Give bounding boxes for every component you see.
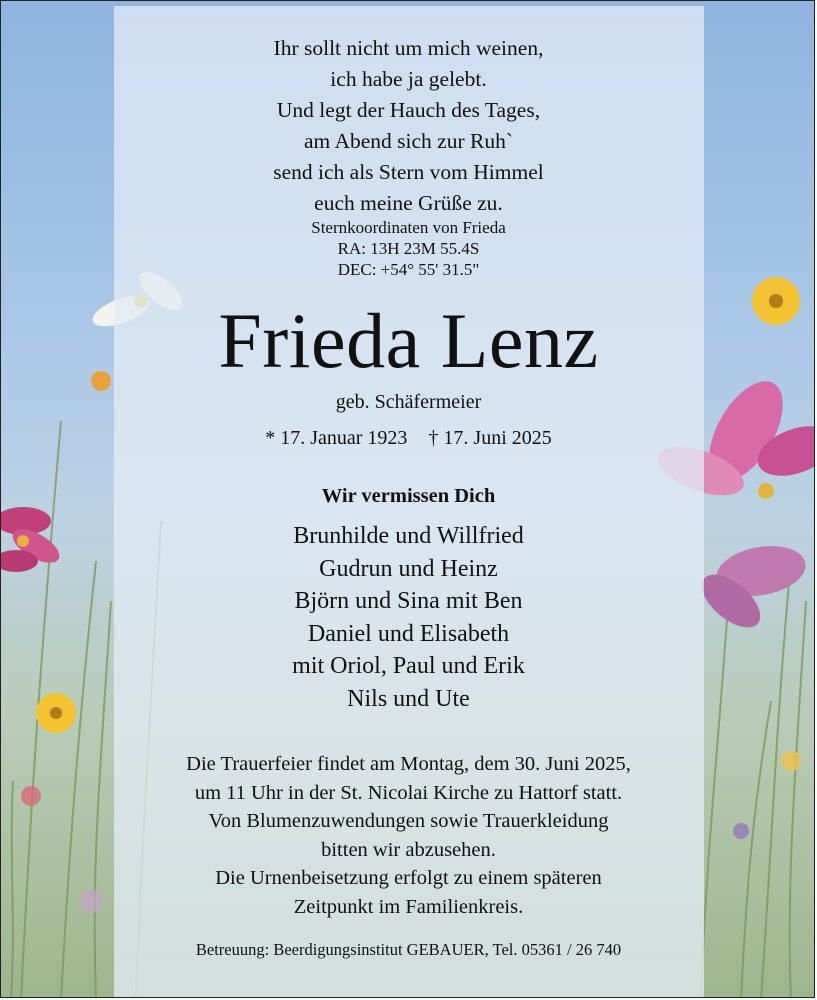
ceremony-line: Die Urnenbeisetzung erfolgt zu einem späteren: [215, 867, 602, 890]
life-dates: [1, 425, 815, 451]
deceased-name: Frieda Lenz: [218, 297, 599, 384]
death-date: † 17. Juni 2025: [428, 427, 552, 449]
mourners-heading: Wir vermissen Dich: [321, 485, 496, 507]
mourner-line: mit Oriol, Paul und Erik: [292, 653, 525, 679]
poem-line: Ihr sollt nicht um mich weinen,: [273, 36, 544, 60]
star-coordinates: [1, 217, 815, 280]
poem-line: euch meine Grüße zu.: [314, 191, 503, 215]
star-dec: DEC: +54° 55' 31.5": [337, 260, 480, 279]
mourner-line: Nils und Ute: [347, 685, 470, 712]
star-ra: RA: 13H 23M 55.4S: [337, 239, 480, 258]
birth-name: geb. Schäfermeier: [335, 391, 482, 413]
poem-line: ich habe ja gelebt.: [330, 67, 487, 91]
star-coordinates-title: Sternkoordinaten von Frieda: [311, 218, 506, 237]
poem-line: send ich als Stern vom Himmel: [273, 160, 544, 184]
mourner-line: Brunhilde und Willfried: [293, 523, 524, 549]
mourner-line: Daniel und Elisabeth: [307, 620, 510, 647]
funeral-home-footer: Betreuung: Beerdigungsinstitut GEBAUER, Tel. 05361 / 26 740: [195, 940, 622, 959]
mourner-line: Gudrun und Heinz: [319, 555, 498, 582]
poem-line: am Abend sich zur Ruh`: [304, 129, 513, 153]
ceremony-line: um 11 Uhr in der St. Nicolai Kirche zu Hattorf statt.: [194, 781, 623, 804]
mourner-line: Björn und Sina mit Ben: [294, 588, 523, 614]
birth-date: * 17. Januar 1923: [265, 427, 408, 449]
ceremony-line: Die Trauerfeier findet am Montag, dem 30. Juni 2025,: [186, 753, 631, 775]
ceremony-info: [1, 750, 815, 922]
poem: [1, 33, 815, 219]
mourners-list: [1, 520, 815, 715]
poem-line: Und legt der Hauch des Tages,: [276, 98, 541, 122]
ceremony-line: Von Blumenzuwendungen sowie Trauerkleidung: [208, 810, 609, 833]
ceremony-line: Zeitpunkt im Familienkreis.: [293, 895, 524, 918]
ceremony-line: bitten wir abzusehen.: [321, 838, 496, 861]
